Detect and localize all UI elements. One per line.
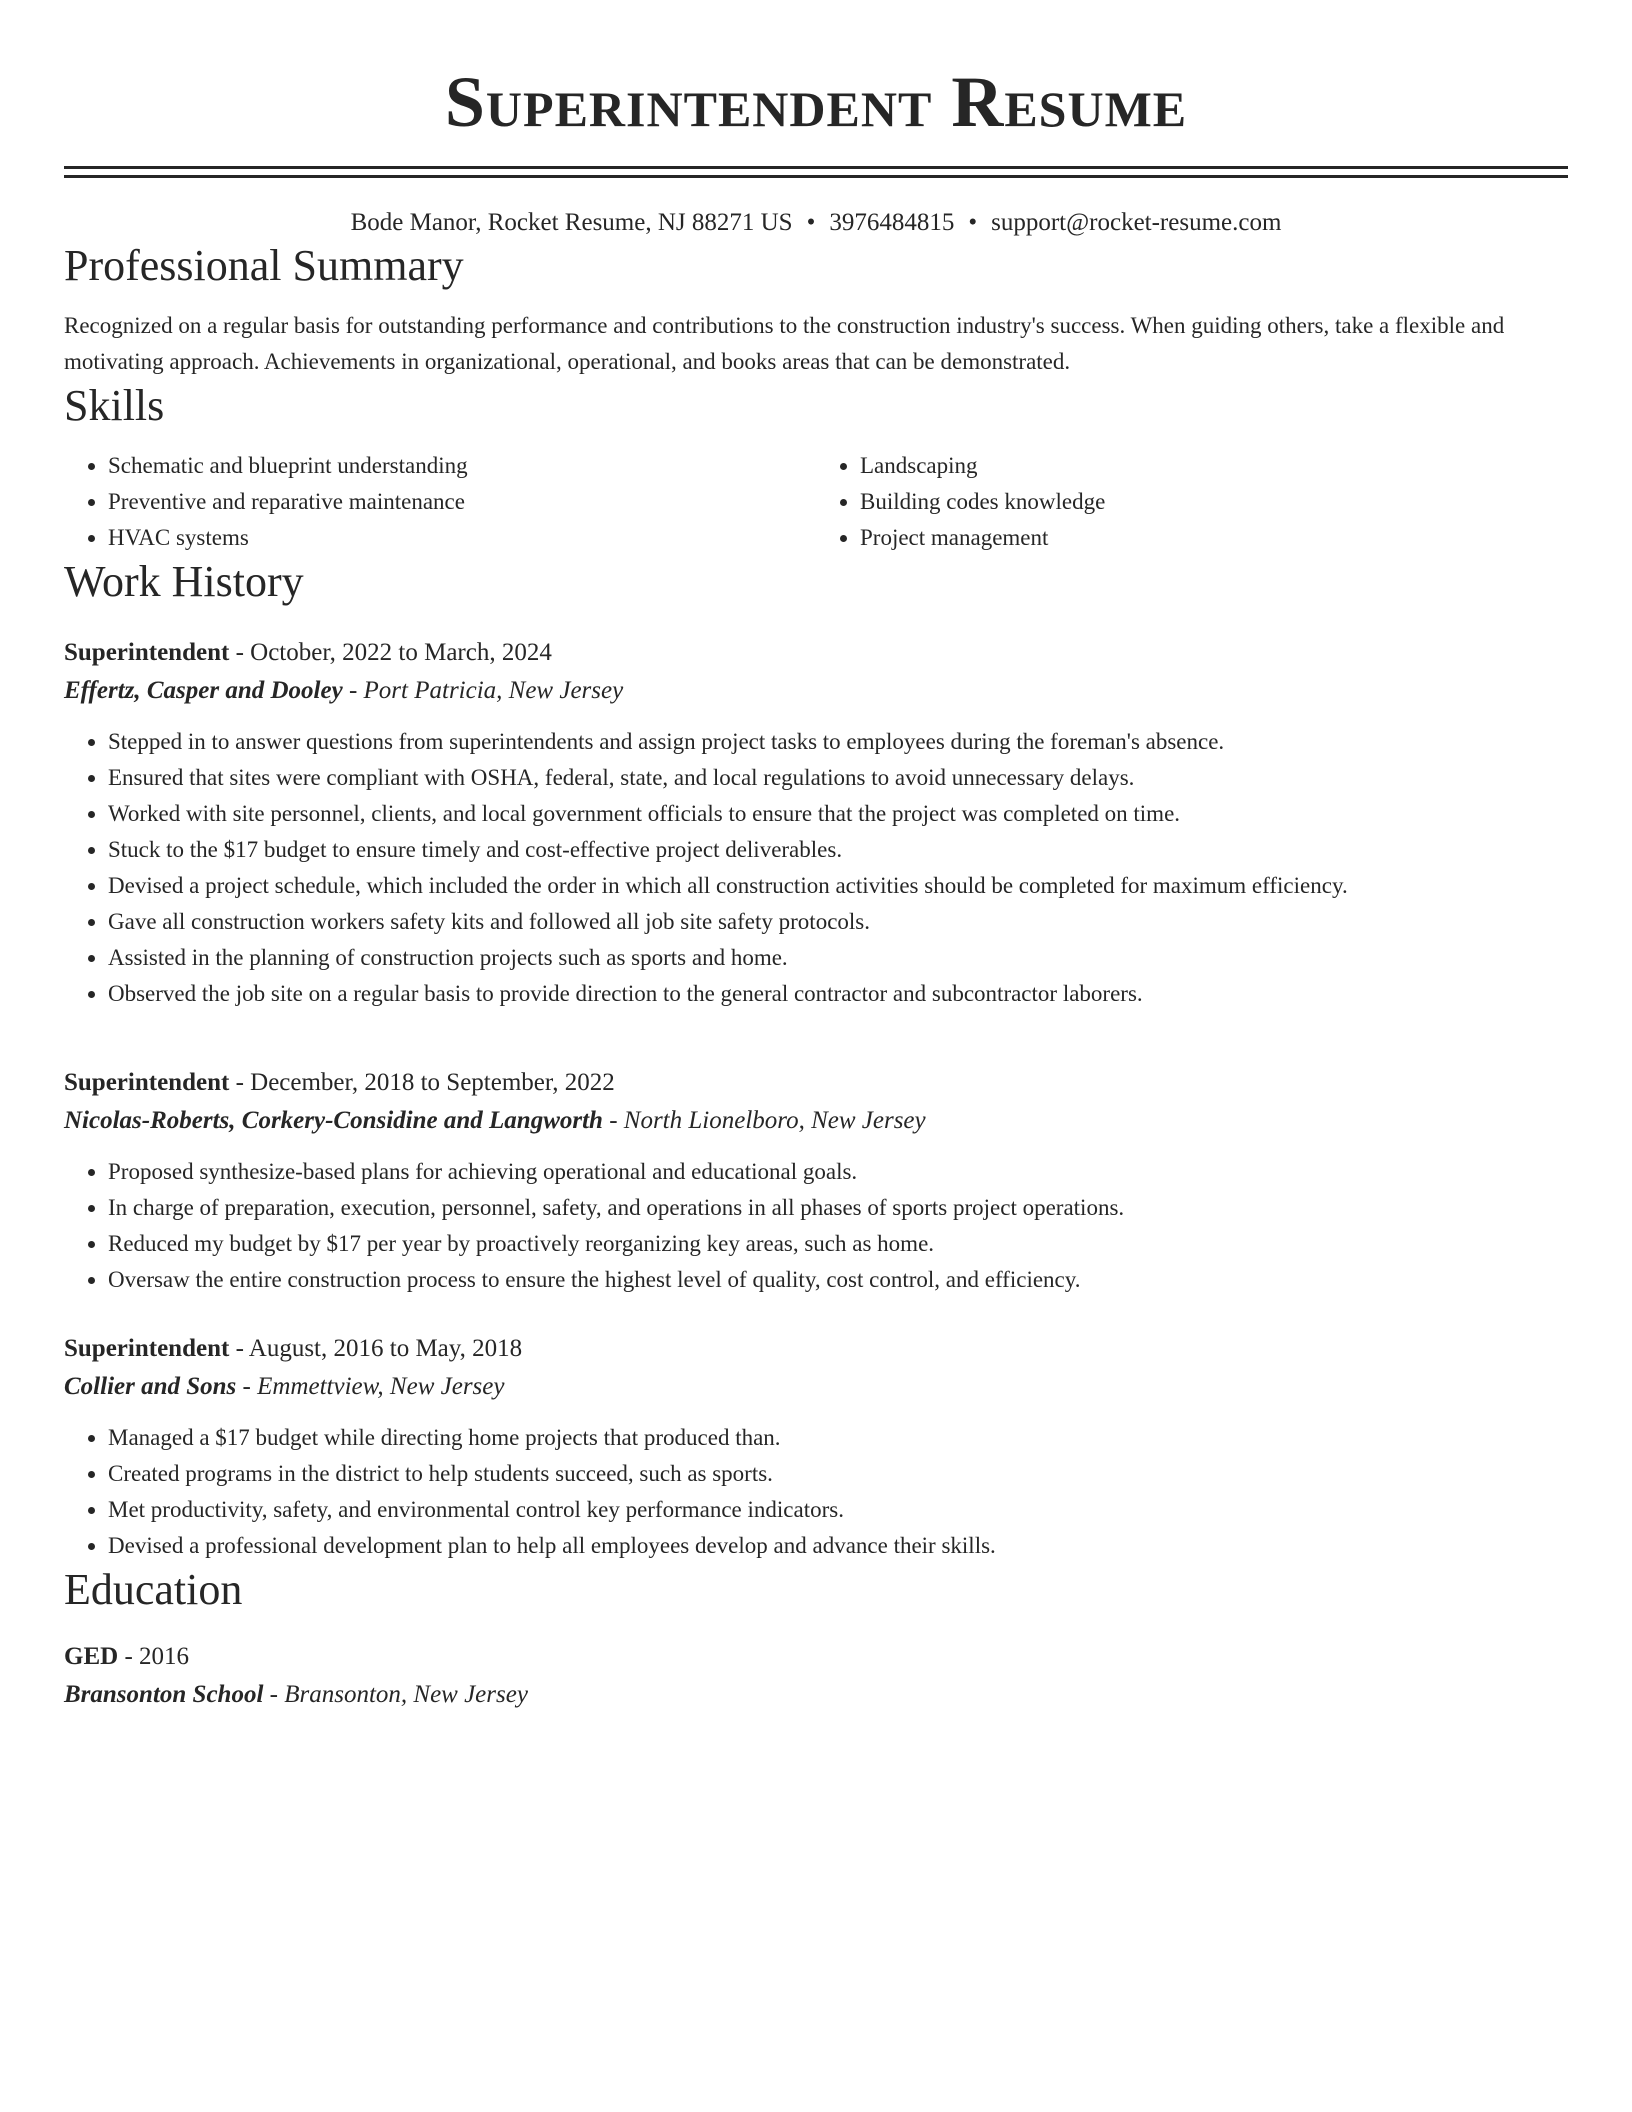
job-bullet: • Observed the job site on a regular basis to provide direction to the general contractor and subcontractor laborers. <box>108 976 1568 1012</box>
employer-line <box>64 672 1568 710</box>
job-entry <box>64 1064 1568 1298</box>
job-bullet: • Devised a professional development plan to help all employees develop and advance their skills. <box>108 1528 1568 1564</box>
job-bullet: • Gave all construction workers safety kits and followed all job site safety protocols. <box>108 904 1568 940</box>
employer-name: Collier and Sons <box>64 1373 237 1400</box>
employer-name: Effertz, Casper and Dooley <box>64 677 343 704</box>
graduation-year: 2016 <box>139 1643 190 1670</box>
skills-column-left <box>64 448 816 556</box>
job-title: Superintendent <box>64 1069 230 1096</box>
job-bullet: • Stepped in to answer questions from superintendents and assign project tasks to employees during the foreman's absence. <box>108 724 1568 760</box>
page-title: Superintendent Resume <box>444 62 1188 142</box>
skills-list <box>64 448 1568 556</box>
skills-heading: Skills <box>64 381 165 430</box>
job-bullets <box>64 724 1568 1012</box>
summary-text: Recognized on a regular basis for outstanding performance and contributions to the construction industry's success. When guiding others, take a flexible and motivating approach. Achievements in organizational, operational, and books areas that can be demonstrated. <box>64 313 1505 374</box>
contact-separator: • <box>968 209 978 236</box>
job-entry <box>64 1330 1568 1564</box>
employer-location: Port Patricia, New Jersey <box>363 677 624 704</box>
degree-line <box>64 1638 1568 1676</box>
school-line <box>64 1676 1568 1714</box>
dash: - <box>609 1107 618 1134</box>
job-title-line <box>64 1064 1568 1102</box>
work-history-heading: Work History <box>64 557 304 606</box>
job-bullet: • Worked with site personnel, clients, and local government officials to ensure that the project was completed on time. <box>108 796 1568 832</box>
dash: - <box>235 1335 244 1362</box>
degree: GED <box>64 1643 119 1670</box>
skill-item: • Building codes knowledge <box>860 484 1568 520</box>
job-bullet: • Assisted in the planning of construction projects such as sports and home. <box>108 940 1568 976</box>
skill-item: • Project management <box>860 520 1568 556</box>
summary-heading: Professional Summary <box>64 241 464 290</box>
skill-item: • Preventive and reparative maintenance <box>108 484 816 520</box>
dash: - <box>235 639 244 666</box>
job-bullet: • Stuck to the $17 budget to ensure timely and cost-effective project deliverables. <box>108 832 1568 868</box>
contact-phone: 3976484815 <box>829 209 955 236</box>
job-bullet: • Created programs in the district to help students succeed, such as sports. <box>108 1456 1568 1492</box>
job-bullets <box>64 1420 1568 1564</box>
job-title: Superintendent <box>64 1335 230 1362</box>
job-bullet: • Managed a $17 budget while directing home projects that produced than. <box>108 1420 1568 1456</box>
contact-line <box>64 206 1568 240</box>
employer-line <box>64 1368 1568 1406</box>
job-title-line <box>64 1330 1568 1368</box>
job-entry <box>64 634 1568 1012</box>
job-bullet: • Proposed synthesize-based plans for achieving operational and educational goals. <box>108 1154 1568 1190</box>
employer-location: Emmettview, New Jersey <box>257 1373 505 1400</box>
dash: - <box>348 677 358 704</box>
job-title: Superintendent <box>64 639 230 666</box>
title-divider-bottom <box>64 175 1568 178</box>
job-dates: October, 2022 to March, 2024 <box>250 639 552 666</box>
job-bullet: • In charge of preparation, execution, personnel, safety, and operations in all phases of sports project operations. <box>108 1190 1568 1226</box>
job-bullets <box>64 1154 1568 1298</box>
school-location: Bransonton, New Jersey <box>284 1681 528 1708</box>
dash: - <box>242 1373 251 1400</box>
contact-separator: • <box>806 209 816 236</box>
skills-column-right <box>816 448 1568 556</box>
employer-line <box>64 1102 1568 1140</box>
education-entry <box>64 1638 1568 1714</box>
school-name: Bransonton School <box>64 1681 264 1708</box>
job-dates: December, 2018 to September, 2022 <box>250 1069 615 1096</box>
dash: - <box>235 1069 244 1096</box>
employer-name: Nicolas-Roberts, Corkery-Considine and Langworth <box>64 1107 603 1134</box>
skill-item: • Landscaping <box>860 448 1568 484</box>
job-bullet: • Devised a project schedule, which included the order in which all construction activities should be completed for maximum efficiency. <box>108 868 1568 904</box>
title-divider-top <box>64 166 1568 169</box>
skill-item: • HVAC systems <box>108 520 816 556</box>
job-bullet: • Oversaw the entire construction process to ensure the highest level of quality, cost control, and efficiency. <box>108 1262 1568 1298</box>
job-bullet: • Ensured that sites were compliant with OSHA, federal, state, and local regulations to avoid unnecessary delays. <box>108 760 1568 796</box>
job-dates: August, 2016 to May, 2018 <box>248 1335 523 1362</box>
skill-item: • Schematic and blueprint understanding <box>108 448 816 484</box>
dash: - <box>124 1643 133 1670</box>
dash: - <box>269 1681 278 1708</box>
contact-email: support@rocket-resume.com <box>991 209 1282 236</box>
job-bullet: • Met productivity, safety, and environmental control key performance indicators. <box>108 1492 1568 1528</box>
employer-location: North Lionelboro, New Jersey <box>623 1107 926 1134</box>
resume-page <box>64 0 1568 1714</box>
job-bullet: • Reduced my budget by $17 per year by proactively reorganizing key areas, such as home. <box>108 1226 1568 1262</box>
job-title-line <box>64 634 1568 672</box>
education-heading: Education <box>64 1565 243 1614</box>
contact-address: Bode Manor, Rocket Resume, NJ 88271 US <box>350 209 793 236</box>
